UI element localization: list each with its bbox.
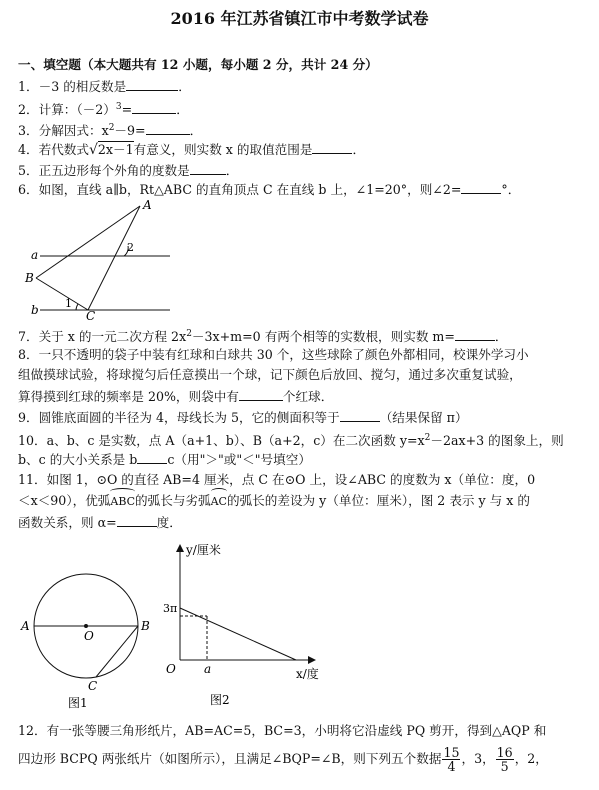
q1-blank (126, 77, 178, 91)
question-10-line-1 (18, 429, 564, 450)
q2-text: 2．计算：（－2） (18, 102, 116, 118)
q11-text: ＜x＜90），优弧 (18, 493, 111, 508)
arc-abc-label: ABC (110, 495, 136, 508)
question-5 (18, 161, 238, 180)
q2-exponent: 3 (115, 102, 122, 112)
q9-blank (340, 408, 380, 422)
q12-sep-1: ，3， (461, 751, 495, 766)
question-8-line-3 (18, 387, 333, 406)
q11-text-4: 函数关系，则 α= (18, 515, 117, 530)
arc-abc (110, 493, 135, 511)
figure-q6 (20, 198, 170, 320)
q8-text: 算得摸到红球的频率是 20%，则袋中有 (18, 389, 239, 404)
q11-blank (117, 513, 157, 527)
q5-end: ． (225, 163, 239, 178)
q1-text: 1．－3 的相反数是 (18, 79, 127, 94)
label-b: b (31, 303, 39, 317)
q7-end: ． (494, 329, 508, 345)
label-a: a (31, 248, 39, 262)
question-1 (18, 77, 191, 96)
label-C: C (86, 309, 96, 320)
label-angle-2: 2 (127, 241, 134, 254)
x-axis-arrow (308, 656, 316, 664)
q2-eq: = (121, 102, 133, 118)
q11-end: 度． (156, 515, 182, 530)
figure-2 (160, 540, 330, 710)
q6-text: 6．如图，直线 a∥b，Rt△ABC 的直角顶点 C 在直线 b 上，∠1=20°，则∠2= (18, 182, 462, 197)
q3-blank (146, 121, 190, 135)
q3-exponent: 2 (108, 123, 115, 133)
arc-ac (211, 493, 227, 511)
q10-text-2: －2ax+3 的图象上，则 (430, 433, 564, 449)
question-7 (18, 325, 508, 346)
q10-text: 10．a、b、c 是实数，点 A（a+1、b）、B（a+2，c）在二次函数 y=x (18, 433, 425, 449)
q3-text: 3．分解因式：x (18, 123, 109, 139)
segment-bc (36, 278, 88, 310)
q4-end: ． (352, 142, 366, 157)
angle-1-arc (76, 304, 78, 310)
q9-end: （结果保留 π） (379, 410, 468, 425)
q11-text-2: 的弧长与劣弧 (135, 493, 211, 508)
q9-text: 9．圆锥底面圆的半径为 4，母线长为 5，它的侧面积等于 (18, 410, 340, 425)
q5-blank (190, 161, 226, 175)
arc-mark-1 (110, 488, 135, 495)
q10-text-3: b、c 的大小关系是 b (18, 452, 138, 467)
question-8-line-2: 组做摸球试验，将球搅匀后任意摸出一个球，记下颜色后放回、搅匀，通过多次重复试验， (18, 367, 522, 382)
q7-exponent: 2 (186, 329, 192, 339)
label-angle-1: 1 (65, 297, 72, 310)
q1-end: ． (178, 79, 191, 94)
arc-mark-2 (211, 488, 227, 495)
question-11-line-2 (18, 492, 530, 511)
question-9 (18, 408, 468, 427)
page-title: 2016 年江苏省镇江市中考数学试卷 (170, 9, 429, 28)
origin-label: O (166, 662, 176, 676)
q6-end: °． (501, 182, 521, 197)
q8-end: 个红球． (282, 389, 334, 404)
q10-exponent: 2 (424, 433, 431, 443)
fig1-label-O: O (84, 629, 94, 643)
q7-mid: －3x+m=0 有两个相等的实数根，则实数 m= (191, 329, 455, 345)
question-8-line-1: 8．一只不透明的袋子中装有红球和白球共 30 个，这些球除了颜色外都相同，校课外学习小 (18, 347, 529, 362)
q7-text: 7．关于 x 的一元二次方程 2x (18, 329, 187, 345)
q6-blank (461, 180, 501, 194)
sqrt-sign: √ (88, 142, 98, 158)
q12-text: 四边形 BCPQ 两张纸片（如图所示），且满足∠BQP=∠B，则下列五个数据 (18, 751, 442, 766)
q12-sep-2: ，2， (514, 751, 548, 766)
fraction-16-5 (496, 746, 514, 773)
question-10-line-2 (18, 450, 311, 469)
arc-ac-label: AC (210, 495, 227, 508)
q3-mid: －9= (114, 123, 146, 139)
q4-blank (312, 140, 352, 154)
q4-radicand: 2x－1 (97, 142, 134, 157)
fig1-label-C: C (88, 679, 98, 693)
fraction-1-denominator: 4 (447, 759, 456, 774)
q3-end: ． (189, 123, 203, 139)
section-heading: 一、填空题（本大题共有 12 小题，每小题 2 分，共计 24 分） (18, 57, 378, 72)
q4-text: 4．若代数式 (18, 142, 89, 157)
fig1-caption: 图1 (68, 696, 88, 710)
fig1-label-A: A (21, 619, 30, 633)
x-tick-label: a (204, 662, 212, 676)
x-axis-label: x/度 (296, 667, 319, 681)
q2-end: ． (176, 102, 189, 118)
y-axis-arrow (176, 544, 184, 552)
question-11-line-3 (18, 513, 182, 532)
question-3 (18, 119, 202, 140)
q2-blank (132, 100, 176, 114)
q7-blank (455, 327, 495, 341)
segment-ab (36, 206, 140, 278)
fraction-2-numerator: 16 (496, 745, 513, 760)
label-B: B (25, 271, 34, 285)
question-2 (18, 98, 189, 119)
fraction-2-denominator: 5 (500, 759, 509, 774)
question-12-line-1: 12．有一张等腰三角形纸片，AB=AC=5，BC=3，小明将它沿虚线 PQ 剪开，得到△AQP 和 (18, 723, 547, 738)
fraction-1-numerator: 15 (443, 745, 460, 760)
center-dot (84, 624, 88, 628)
y-axis-label: y/厘米 (186, 543, 221, 557)
q10-blank (137, 450, 167, 464)
q5-text: 5．正五边形每个外角的度数是 (18, 163, 190, 178)
q8-blank (239, 387, 283, 401)
q11-text-3: 的弧长的差设为 y（单位：厘米），图 2 表示 y 与 x 的 (226, 493, 530, 508)
figure-1 (18, 562, 158, 712)
y-tick-label: 3π (163, 602, 178, 615)
fig2-caption: 图2 (210, 693, 230, 707)
question-4 (18, 140, 365, 159)
question-11-line-1: 11．如图 1，⊙O 的直径 AB=4 厘米，点 C 在⊙O 上，设∠ABC 的度数为 x（单位：度，0 (18, 472, 536, 487)
fraction-15-4 (442, 746, 460, 773)
fig1-label-B: B (141, 619, 150, 633)
q4-text-2: 有意义，则实数 x 的取值范围是 (133, 142, 313, 157)
segment-ac (88, 206, 140, 310)
question-12-line-2 (18, 746, 548, 773)
question-6 (18, 180, 520, 199)
q10-end: c（用"＞"或"＜"号填空） (167, 452, 311, 467)
label-A: A (143, 198, 152, 212)
